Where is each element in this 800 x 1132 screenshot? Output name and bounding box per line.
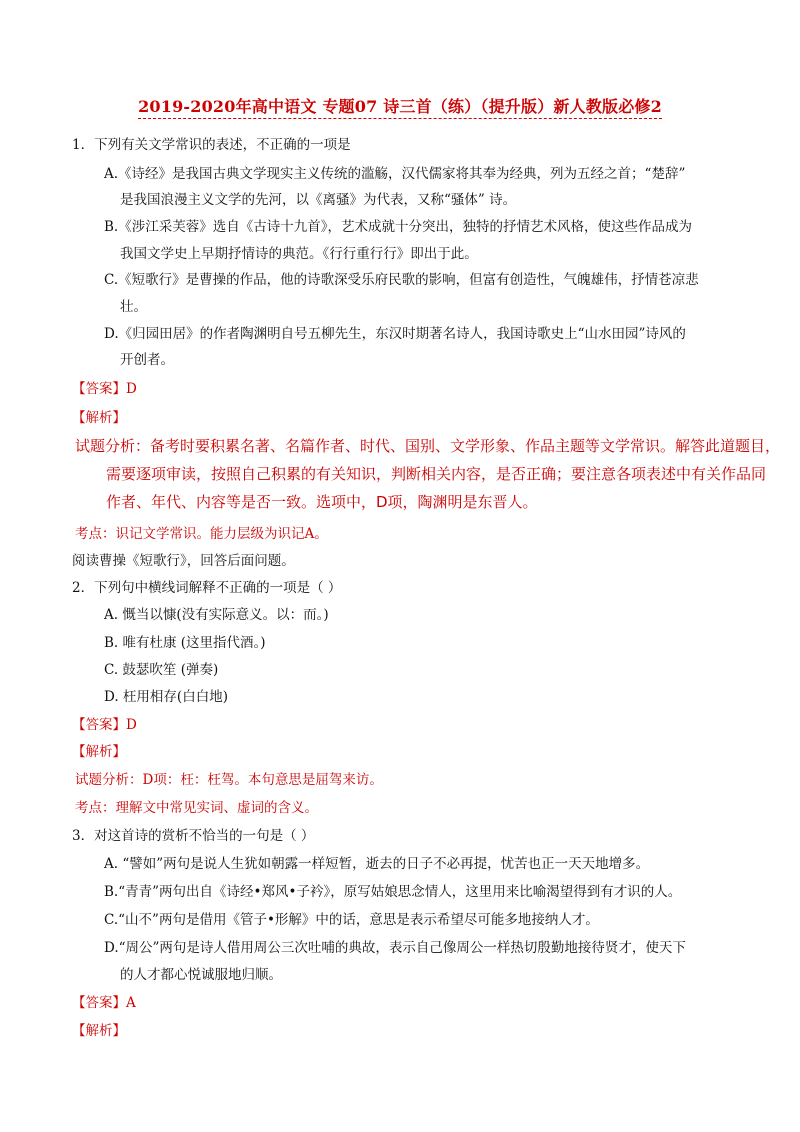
question-2-stem: 2．下列句中横线词解释不正确的一项是（ ） — [72, 580, 342, 596]
question-3-option-b: B.“青青”两句出自《诗经•郑风•子衿》，原写姑娘思念情人，这里用来比喻渴望得到有才识的人。 — [104, 884, 682, 900]
question-1-analysis-heading: 【解析】 — [72, 410, 126, 426]
question-1-option-a-cont: 是我国浪漫主义文学的先河，以《离骚》为代表，又称“骚体” 诗。 — [120, 192, 517, 208]
question-2-option-a: A. 慨当以慷(没有实际意义。以：而。) — [104, 607, 329, 623]
document-title-text: 2019-2020年高中语文 专题07 诗三首（练）（提升版）新人教版必修2 — [138, 97, 662, 119]
question-1-analysis-line-1: 试题分析：备考时要积累名著、名篇作者、时代、国别、文学形象、作品主题等文学常识。解答此道题目， — [75, 437, 781, 455]
question-3-option-c: C.“山不”两句是借用《管子•形解》中的话，意思是表示希望尽可能多地接纳人才。 — [104, 912, 599, 928]
document-title — [0, 94, 800, 117]
reading-intro: 阅读曹操《短歌行》，回答后面问题。 — [72, 553, 295, 569]
question-1-option-d-cont: 开创者。 — [120, 352, 174, 368]
question-1-option-c: C.《短歌行》是曹操的作品，他的诗歌深受乐府民歌的影响，但富有创造性，气魄雄伟，抒情苍凉悲 — [104, 272, 699, 288]
question-3-option-a: A. “譬如”两句是说人生犹如朝露一样短暂，逝去的日子不必再提，忧苦也正一天天地增多。 — [104, 856, 650, 872]
question-3-analysis-heading: 【解析】 — [72, 1023, 126, 1039]
question-3-stem: 3．对这首诗的赏析不恰当的一句是（ ） — [72, 828, 315, 844]
question-1-option-b: B.《涉江采芙蓉》选自《古诗十九首》，艺术成就十分突出，独特的抒情艺术风格，使这些作品成为 — [104, 219, 692, 235]
question-2-analysis: 试题分析：D项：枉：枉驾。本句意思是屈驾来访。 — [75, 772, 383, 788]
question-2-analysis-heading: 【解析】 — [72, 744, 126, 760]
question-1-option-a: A.《诗经》是我国古典文学现实主义传统的滥觞，汉代儒家将其奉为经典，列为五经之首；“楚辞” — [104, 166, 686, 182]
question-1-option-d: D.《归园田居》的作者陶渊明自号五柳先生，东汉时期著名诗人，我国诗歌史上“山水田园”诗风的 — [104, 326, 686, 342]
question-1-stem: 1．下列有关文学常识的表述，不正确的一项是 — [72, 137, 351, 153]
question-2-answer: 【答案】D — [72, 717, 137, 733]
question-1-option-c-cont: 壮。 — [120, 299, 147, 315]
question-1-analysis-line-3: 作者、年代、内容等是否一致。选项中，D项，陶渊明是东晋人。 — [106, 493, 538, 511]
question-2-option-b: B. 唯有杜康 (这里指代酒。) — [104, 635, 266, 651]
question-3-answer: 【答案】A — [72, 995, 136, 1011]
question-2-kaodian: 考点：理解文中常见实词、虚词的含义。 — [75, 800, 318, 816]
question-2-option-c: C. 鼓瑟吹笙 (弹奏) — [104, 662, 219, 678]
question-1-kaodian: 考点：识记文学常识。能力层级为识记A。 — [75, 526, 328, 542]
question-1-answer: 【答案】D — [72, 381, 137, 397]
question-1-option-b-cont: 我国文学史上早期抒情诗的典范。《行行重行行》即出于此。 — [120, 246, 478, 262]
question-3-option-d: D.“周公”两句是诗人借用周公三次吐哺的典故，表示自己像周公一样热切殷勤地接待贤才，使天下 — [104, 940, 686, 956]
question-2-option-d: D. 枉用相存(白白地) — [104, 689, 228, 705]
question-3-option-d-cont: 的人才都心悦诚服地归顺。 — [120, 967, 282, 983]
question-1-analysis-line-2: 需要逐项审读，按照自己积累的有关知识，判断相关内容，是否正确；要注意各项表述中有关作品同 — [106, 465, 767, 483]
